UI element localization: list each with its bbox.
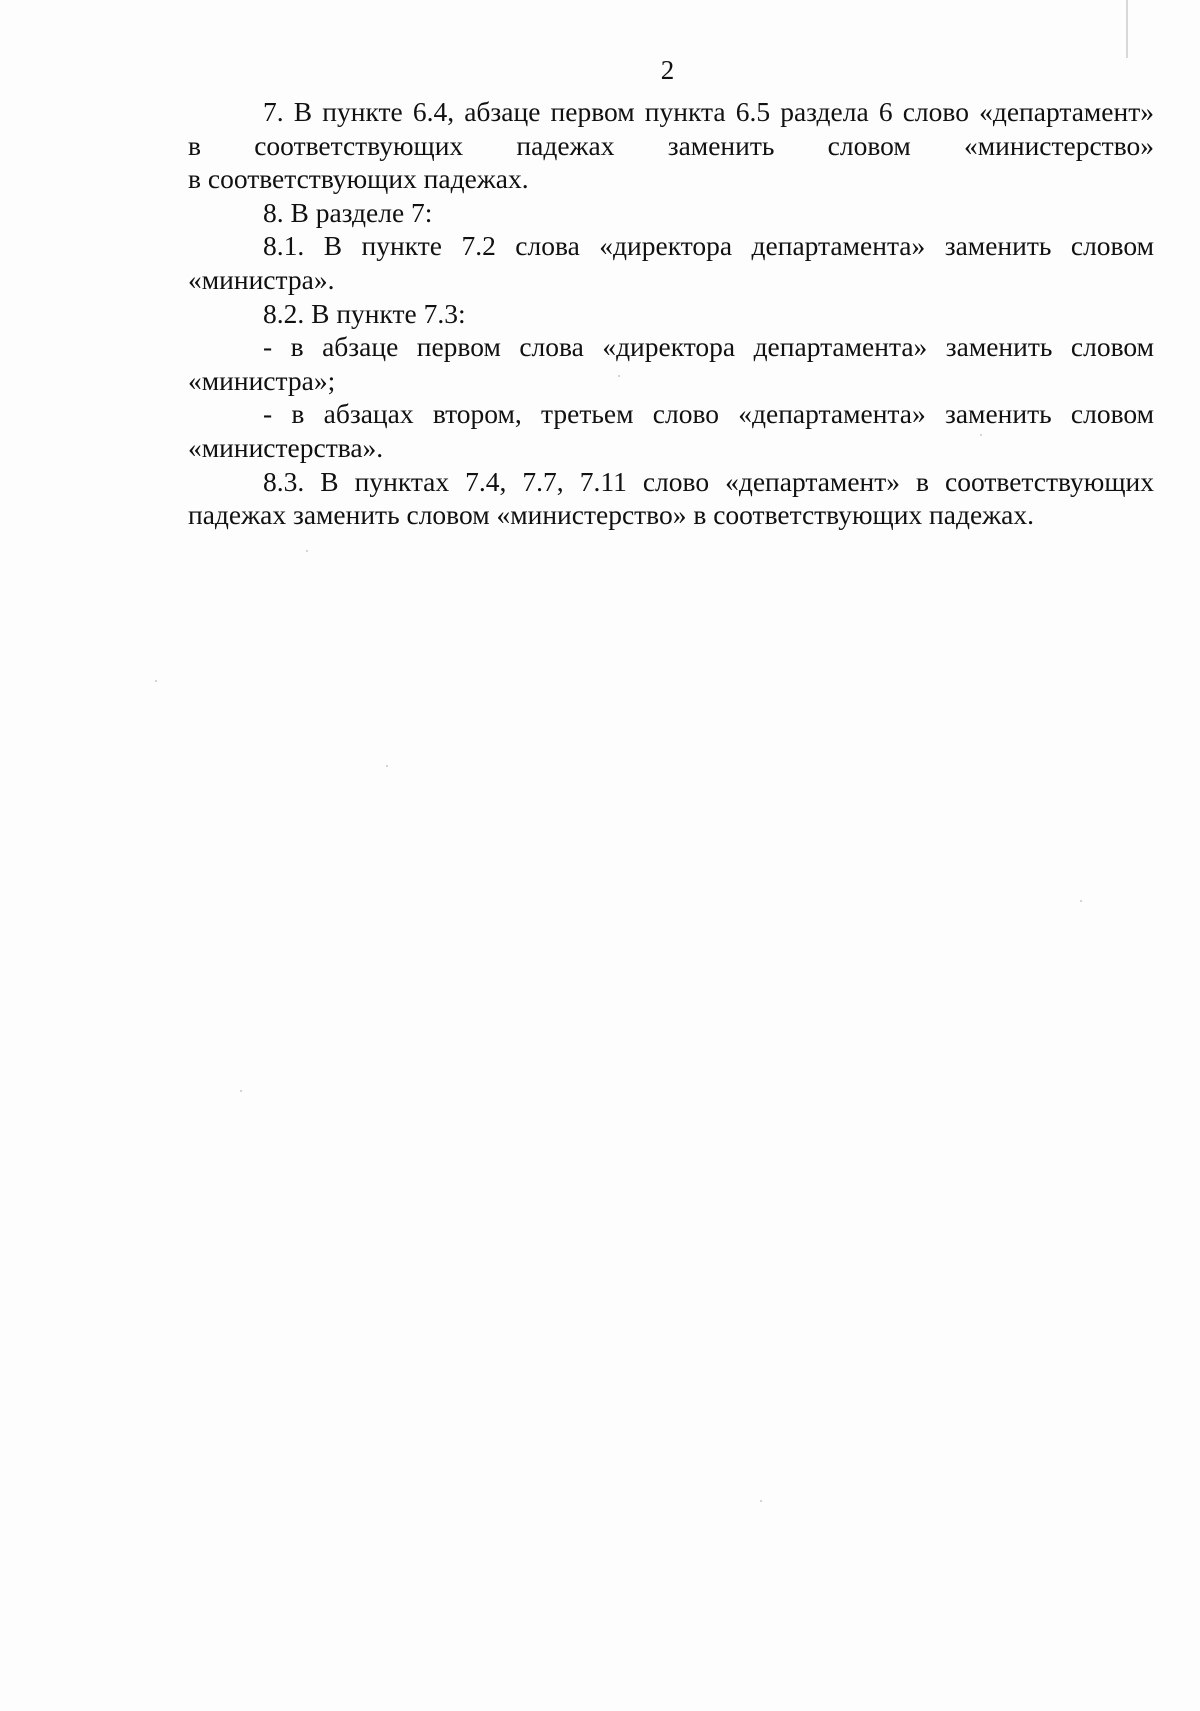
text-line: 8.2. В пункте 7.3: xyxy=(263,297,466,329)
paragraph-dash-1 xyxy=(188,330,1154,397)
text-line: - в абзаце первом слова «директора департамента» заменить словом xyxy=(263,331,1154,363)
scan-speck xyxy=(760,1500,762,1502)
text-line: 8. В разделе 7: xyxy=(263,196,433,228)
text-line: «министра». xyxy=(188,263,335,295)
text-line: «министерства». xyxy=(188,431,384,463)
text-line: 7. В пункте 6.4, абзаце первом пункта 6.5 раздела 6 слово «департамент» xyxy=(263,96,1154,127)
paragraph-item-8-1 xyxy=(188,229,1154,296)
text-line: - в абзацах втором, третьем слово «департамента» заменить словом xyxy=(263,398,1154,430)
scan-speck xyxy=(980,434,982,436)
page-number: 2 xyxy=(660,55,675,85)
scan-speck xyxy=(618,375,620,377)
text-line: в соответствующих падежах. xyxy=(188,163,529,195)
scan-speck xyxy=(240,1090,242,1092)
scan-speck xyxy=(155,680,157,682)
text-line: падежах заменить словом «министерство» в соответствующих падежах. xyxy=(188,499,1034,531)
text-line: «министра»; xyxy=(188,364,336,396)
scan-speck xyxy=(1080,900,1082,902)
scan-speck xyxy=(306,550,308,552)
text-line: 8.3. В пунктах 7.4, 7.7, 7.11 слово «департамент» в соответствующих xyxy=(263,465,1154,497)
document-body xyxy=(188,95,1154,532)
paragraph-item-8 xyxy=(188,196,1154,230)
paragraph-item-7 xyxy=(188,95,1154,196)
text-line: 8.1. В пункте 7.2 слова «директора департамента» заменить словом xyxy=(263,230,1154,262)
paragraph-item-8-3 xyxy=(188,465,1154,532)
text-line: в соответствующих падежах заменить словом «министерство» xyxy=(188,129,1154,161)
paragraph-dash-2 xyxy=(188,397,1154,464)
scan-edge-mark xyxy=(1126,0,1128,58)
paragraph-item-8-2 xyxy=(188,297,1154,331)
scan-speck xyxy=(386,765,388,767)
